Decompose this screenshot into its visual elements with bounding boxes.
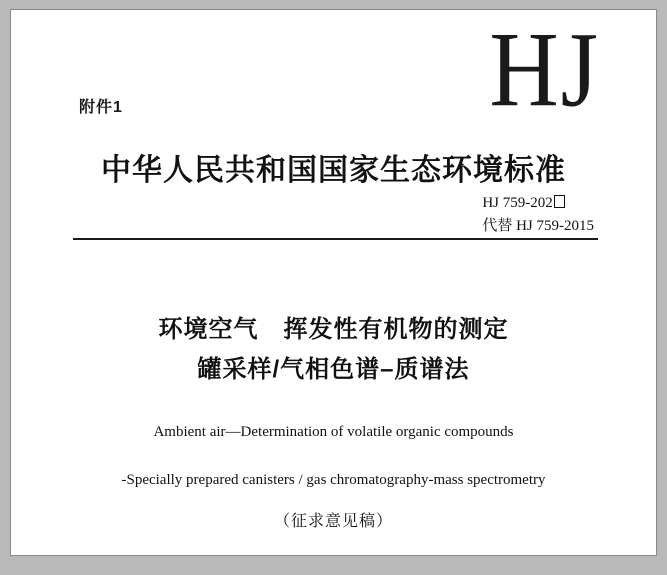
replaces-line: 代替 HJ 759-2015 <box>482 218 594 235</box>
document-page <box>11 10 656 555</box>
standard-number-placeholder-box <box>554 195 565 208</box>
english-title: Ambient air—Determination of volatile organic compounds <box>153 424 514 440</box>
attachment-label: 附件1 <box>79 99 123 116</box>
hj-logo <box>489 10 600 130</box>
standard-number-line <box>482 192 594 215</box>
page-title <box>11 310 656 389</box>
standard-code-block <box>482 192 594 239</box>
header-divider <box>73 238 598 240</box>
page-title-line-1: 环境空气 挥发性有机物的测定 <box>158 316 509 343</box>
draft-status: （征求意见稿） <box>273 513 393 530</box>
standard-number: HJ 759-202 <box>482 195 553 211</box>
hj-logo-text: HJ <box>489 10 600 130</box>
page-title-line-2: 罐采样/气相色谱–质谱法 <box>197 355 470 383</box>
national-standard-title: 中华人民共和国国家生态环境标准 <box>101 154 566 187</box>
english-subtitle: -Specially prepared canisters / gas chromatography-mass spectrometry <box>121 472 546 488</box>
